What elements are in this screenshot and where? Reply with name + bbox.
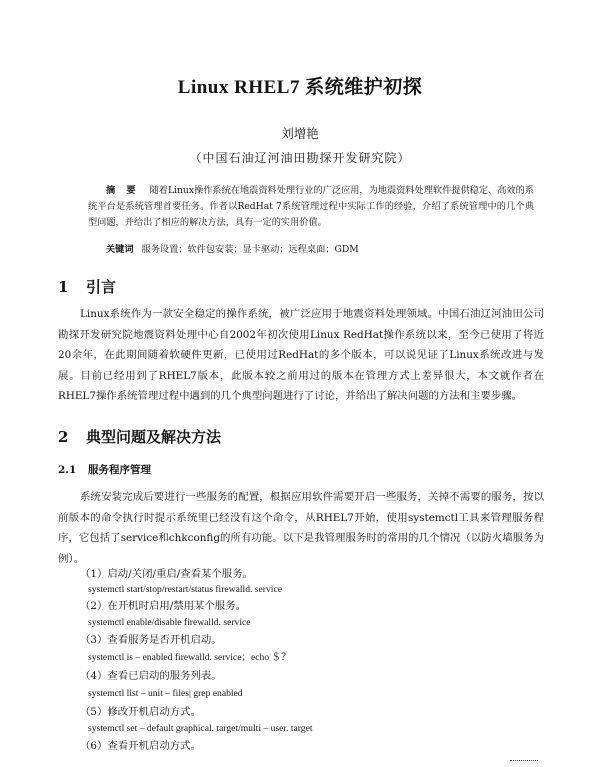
command-line: systemctl set – default graphical. target/multi – user. target (88, 723, 313, 734)
abstract (88, 183, 534, 231)
keywords-text: 服务设置；软件包安装；显卡驱动；远程桌面；GDM (141, 244, 359, 255)
command-line: systemctl is – enabled firewalld. service；echo ＄？ (88, 652, 291, 663)
subsection-heading-2-1 (58, 462, 151, 477)
list-item: （1）启动/关闭/重启/查看某个服务。 (80, 568, 253, 580)
keywords-label: 关键词 (106, 244, 134, 255)
abstract-text: 随着Linux操作系统在地震资料处理行业的广泛应用，为地震资料处理软件提供稳定、高效的系统平台是系统管理首要任务。作者以RedHat 7系统管理过程中实际工作的经验，介绍了系统管理中的几个典型问题，并给出了相应的解决方法，具有一定的实用价值。 (88, 185, 534, 228)
section-title: 引言 (86, 278, 117, 296)
author-name: 刘增艳 (281, 126, 319, 141)
section-title: 典型问题及解决方法 (86, 428, 222, 446)
keywords (106, 242, 534, 258)
intro-paragraph: Linux系统作为一款安全稳定的操作系统，被广泛应用于地震资料处理领域。中国石油辽河油田公司勘探开发研究院地震资料处理中心自2002年初次使用Linux RedHat操作系统以来，至今已使用了将近20余年，在此期间随着软硬件更新，已使用过RedHat的多个版本，可以说见证了Linux系统改进与发展。目前已经用到了RHEL7版本，此版本较之前用过的版本在管理方式上差异很大，本文就作者在RHEL7操作系统管理过程中遇到的几个典型问题进行了讨论，并给出了解决问题的方法和主要步骤。 (58, 308, 544, 402)
abstract-label: 摘 要 (106, 185, 140, 196)
list-item: （2）在开机时启用/禁用某个服务。 (80, 600, 246, 612)
list-item: （6）查看开机启动方式。 (80, 740, 201, 752)
paper-title: Linux RHEL7 系统维护初探 (177, 77, 423, 98)
section-heading-2 (58, 426, 221, 447)
command-line: systemctl start/stop/restart/status firewalld. service (88, 584, 282, 595)
section-number: 1 (58, 278, 69, 296)
author-affiliation: （中国石油辽河油田勘探开发研究院） (189, 151, 411, 165)
subsection-number: 2.1 (58, 464, 77, 476)
list-item: （4）查看已启动的服务列表。 (80, 670, 222, 682)
command-line: systemctl enable/disable firewalld. service (88, 617, 251, 628)
service-paragraph: 系统安装完成后要进行一些服务的配置，根据应用软件需要开启一些服务，关掉不需要的服务，按以前版本的命令执行时提示系统里已经没有这个命令，从RHEL7开始，使用systemctl工具来管理服务程序，它包括了service和chkconfig的所有功能。以下是我管理服务时的常用的几个情况（以防火墙服务为例）。 (58, 491, 544, 565)
subsection-title: 服务程序管理 (88, 464, 151, 476)
command-line: systemctl list – unit – files| grep enabled (88, 688, 243, 699)
list-item: （5）修改开机启动方式。 (80, 706, 201, 718)
section-number: 2 (58, 428, 69, 446)
page-corner-mark (510, 760, 538, 763)
list-item: （3）查看服务是否开机启动。 (80, 634, 222, 646)
section-heading-1 (58, 276, 116, 297)
